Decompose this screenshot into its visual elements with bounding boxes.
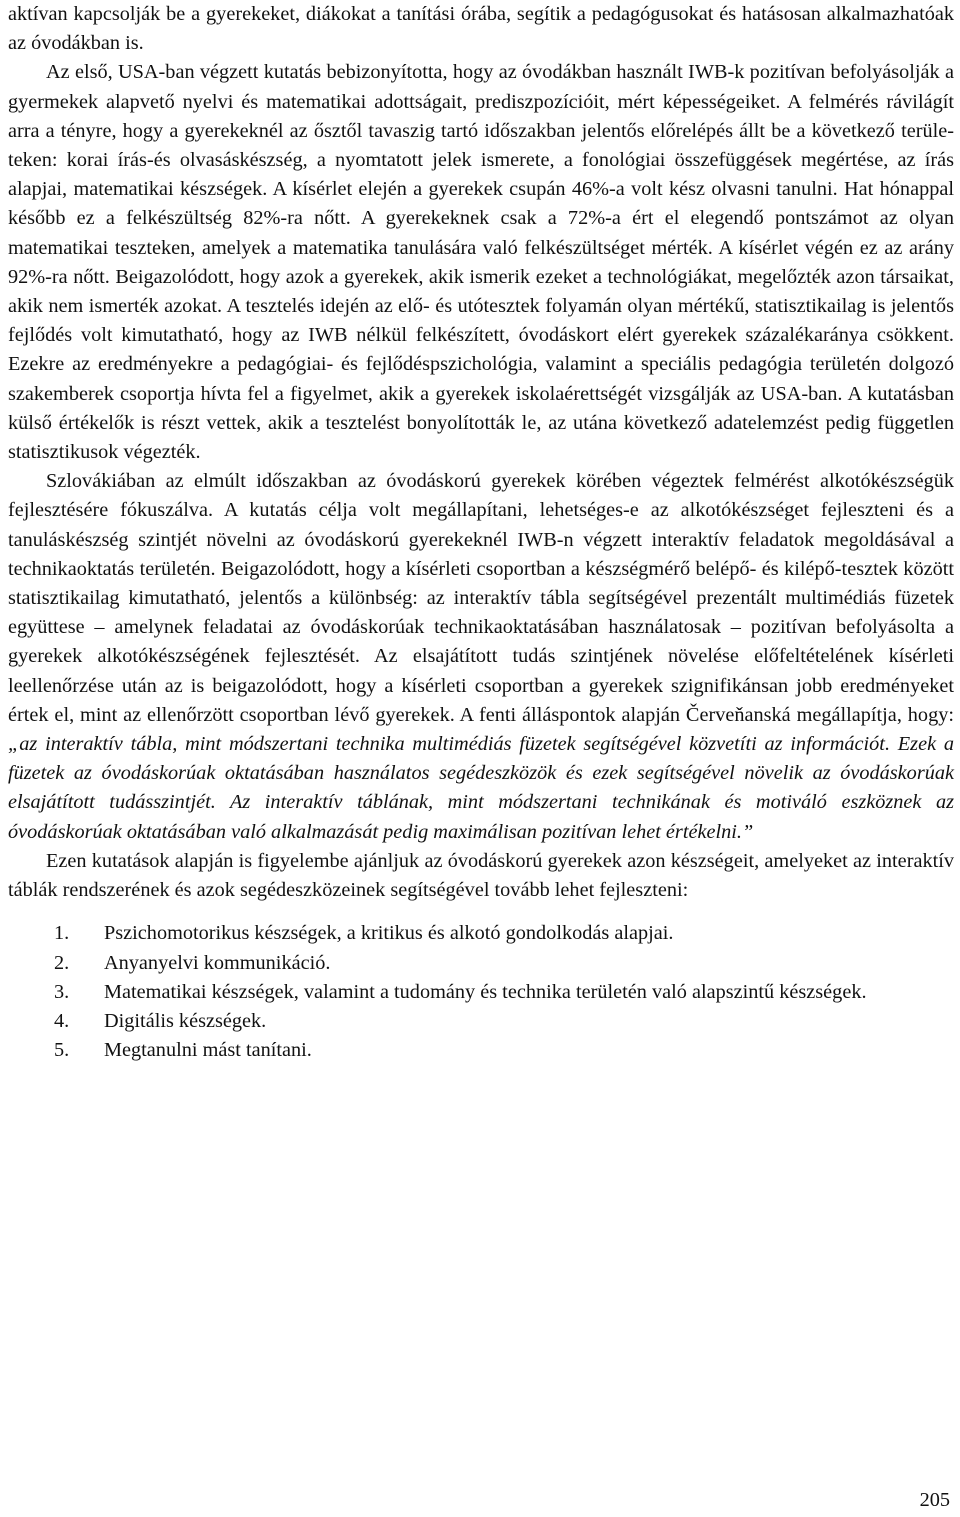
list-item-number: 3.: [54, 980, 70, 1003]
list-item-text: Digitális készségek.: [104, 1009, 267, 1032]
paragraph-usa-research: Az első, USA-ban végzett kutatás bebizonyította, hogy az óvodákban használt IWB-k pozitívan befolyásolják a gyermekek alapvető nyelvi és matematikai adottságait, prediszpozícióit, mért képességeiket. A felmérés rávilágít arra a tényre, hogy a gyerekeknél az ősztől tavaszig tartó időszakban jelentős előrelépés állt be a következő területeken: korai írás-és olvasáskészség, a nyomtatott jelek ismerete, a fonológiai összefüggések megértése, az írás alapjai, matematikai készségek. A kísérlet elején a gyerekek csupán 46%-a volt kész olvasni tanulni. Hat hónappal később ez a felkészültség 82%-ra nőtt. A gyerekeknek csak a 72%-a ért el elegendő pontszámot az olyan matematikai teszteken, amelyek a matematika tanulására való felkészültséget mérték. A kísérlet végén ez az arány 92%-ra nőtt. Beigazolódott, hogy azok a gyerekek, akik ismerik ezeket a technológiákat, megelőzték azon társaikat, akik nem ismerték azokat. A tesztelés idején az elő- és utótesztek folyamán olyan mértékű, statisztikailag is jelentős fejlődés volt kimutatható, hogy az IWB nélkül felkészített, óvodáskort elért gyerekek százalékaránya csökkent. Ezekre az eredményekre a pedagógiai- és fejlődéspszichológia, valamint a speciális pedagógia területén dolgozó szakemberek csoportja hívta fel a figyelmet, akik a gyerekek iskolaérettségét vizsgálják az USA-ban. A kutatásban külső értékelők is részt vettek, akik a tesztelést bonyolították le, az utána következő adatelemzést pedig független statisztikusok végezték.: [8, 61, 954, 464]
list-item-number: 1.: [54, 922, 70, 945]
skills-list: [8, 919, 954, 1065]
list-item: [8, 919, 954, 948]
list-item-text: Matematikai készségek, valamint a tudomány és technika területén való alapszintű készségek.: [104, 980, 867, 1003]
list-item-text: Anyanyelvi kommunikáció.: [104, 951, 331, 974]
document-page: [8, 0, 954, 1065]
list-item-number: 2.: [54, 951, 70, 974]
list-item: [8, 978, 954, 1007]
list-item: [8, 1036, 954, 1065]
list-item: [8, 1007, 954, 1036]
block-quote-cervenanska: „az interaktív tábla, mint módszertani technika multimédiás füzetek segítségével közvetíti az információt. Ezek a füzetek az óvodáskorúak oktatásában használatos segédeszközök és ezek segítségével növelik az óvodáskorúak elsajátított tudásszintjét. Az interaktív táblának, mint módszertani technikának és motiváló eszköznek az óvodáskorúak oktatásában való alkalmazását pedig maximálisan pozitívan lehet értékelni.”: [8, 733, 954, 843]
list-item-text: Pszichomotorikus készségek, a kritikus és alkotó gondolkodás alapjai.: [104, 922, 674, 945]
list-item-text: Megtanulni mást tanítani.: [104, 1039, 312, 1062]
page-number: 205: [919, 1489, 950, 1511]
list-item-number: 4.: [54, 1009, 70, 1032]
paragraph-continuation: aktívan kapcsolják be a gyerekeket, diákokat a tanítási órába, segítik a pedagógusokat és hatásosan alkalmazhatóak az óvodákban is.: [8, 3, 954, 55]
list-item-number: 5.: [54, 1039, 70, 1062]
list-item: [8, 949, 954, 978]
paragraph-slovakia-research: [8, 467, 954, 847]
paragraph-recommendation: Ezen kutatások alapján is figyelembe ajánljuk az óvodáskorú gyerekek azon készségeit, amelyeket az interaktív táblák rendszerének és azok segédeszközeinek segítségével tovább lehet fejleszteni:: [8, 849, 954, 902]
paragraph-slovakia-text: Szlovákiában az elmúlt időszakban az óvodáskorú gyerekek körében végeztek felmérést alkotókészségük fejlesztésére fókuszálva. A kutatás célja volt megállapítani, lehetséges-e az alkotókészséget fejleszteni és a tanuláskészség szintjét növelni az óvodáskorú gyerekeknél IWB-n végzett interaktív feladatok megoldásával a technikaoktatás területén. Beigazolódott, hogy a kísérleti csoportban a készségmérő belépő- és kilépő-tesztek között statisztikailag kimutatható, jelentős a különbség: az interaktív tábla segítségével prezentált multimédiás füzetek együttese – amelynek feladatai az óvodáskorúak technikaoktatásában használatosak – pozitívan befolyásolta a gyerekek alkotókészségének fejlesztését. Az elsajátított tudás szintjének növelése előfeltételének kísérleti leellenőrzése után az is beigazolódott, hogy a kísérleti csoportban a gyerekek szignifikánsan jobb eredményeket értek el, mint az ellenőrzött csoportban lévő gyerekek. A fenti álláspontok alapján Červeňanská megállapítja, hogy:: [8, 470, 954, 726]
